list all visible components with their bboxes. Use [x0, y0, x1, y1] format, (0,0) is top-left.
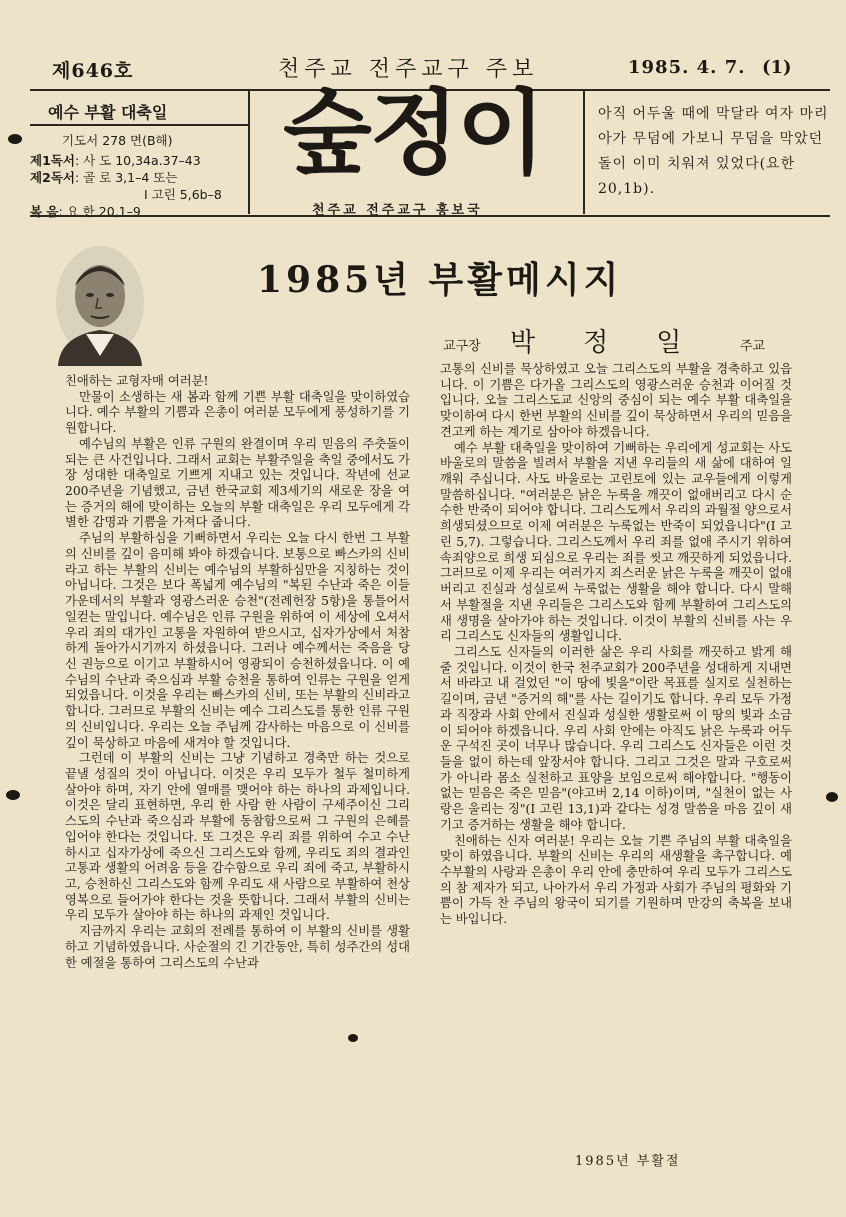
publisher-line: 천주교 전주교구 홍보국 [312, 203, 483, 218]
paragraph: 그런데 이 부활의 신비는 그냥 기념하고 경축만 하는 것으로 끝낼 성질의 것이 아닙니다. 이것은 우리 모두가 철두 철미하게 살아야 하며, 자기 안에 열매를 맺어야 하는 하나의 과제입니다. 이것은 달리 표현하면, 우리 한 사람 한 사람이 구세주이신 그리스도의 수난과 죽으심과 부활에 동참함으로써 그 구원의 은혜를 입어야 한다는 것입니다. 또 그것은 우리 죄를 위하여 수고 수난하시고 십자가상에 죽으신 그리스도와 함께, 우리도 죄의 결과인 고통과 생활의 어려움 등을 감수함으로 우리 죄에 죽고, 부활하시고, 승천하신 그리스도와 함께 우리도 새 사람으로 부활하여 천상 영복으로 들어가야 한다는 것을 뜻합니다. 그래서 부활의 신비는 우리 모두가 살아야 하는 하나의 과제인 것입니다. [65, 751, 410, 923]
paragraph: 주님의 부활하심을 기뻐하면서 우리는 오늘 다시 한번 그 부활의 신비를 깊이 음미해 봐야 하겠습니다. 보통으로 빠스카의 신비라고 하는 부활의 신비는 예수님의 부활하심만을 지칭하는 것이 아닙니다. 그것은 보다 폭넓게 예수님의 "복된 수난과 죽은 이들 가운데서의 부활과 영광스러운 승천"(전례헌장 5항)을 통틀어서 일컫는 말입니다. 예수님은 인류 구원을 위하여 이 세상에 오셔서 우리 죄의 대가인 고통을 자원하여 받으시고, 십자가상에서 처참하게 돌아가시기까지 하셨읍니다. 그러나 예수께서는 죽음을 당신 권능으로 이기고 부활하시어 영광되이 승천하셨읍니다. 이 예수님의 수난과 죽으심과 부활 승천을 통하여 인류는 구원을 얻게 되었읍니다. 이것을 우리는 빠스카의 신비, 또는 부활의 신비라고 합니다. 그러므로 부활의 신비는 예수 그리스도를 통한 인류 구원의 신비입니다. 우리는 오늘 주님께 감사하는 마음으로 이 신비를 깊이 묵상하고 마음에 새겨야 할 것입니다. [65, 531, 410, 750]
reading2-label: 제2독서 [30, 170, 75, 185]
paragraph: 그리스도 신자들의 이러한 삶은 우리 사회를 깨끗하고 밝게 해 줄 것입니다. 이것이 한국 천주교회가 200주년을 성대하게 지내면서 바라고 내 걸었던 "이 땅에 빛을"이란 목표를 실지로 실천하는 길이며, 금년 "증거의 해"를 사는 길이기도 합니다. 우리 모두 가정과 직장과 사회 안에서 진실과 성실한 생활로써 이 땅의 빛과 소금이 되어야 하겠읍니다. 우리 사회 안에는 아직도 낡은 누룩과 어두운 구석진 곳이 너무나 많습니다. 우리 그리스도 신자들은 이런 것들을 없이 하는데 앞장서야 합니다. 그리고 그것은 말과 구호로써가 아니라 몸소 실천하고 표양을 보임으로써 해야합니다. "행동이 없는 믿음은 죽은 믿음"(야고버 2,14 이하)이며, "실천이 없는 사랑은 울리는 징"(I 고린 13,1)과 같다는 성경 말씀을 마음 깊이 새기고 증거하는 생활을 해야 합니다. [440, 644, 792, 832]
reading2-text: : 골 로 3,1–4 또는 [74, 170, 178, 185]
header-bottom-rule [30, 215, 830, 217]
gospel-text: : 요 한 20,1–9 [58, 204, 141, 219]
gospel [30, 202, 141, 220]
paper-name: 천주교 전주교구 주보 [278, 57, 539, 82]
paragraph: 고통의 신비를 묵상하였고 오늘 그리스도의 부활을 경축하고 있읍니다. 이 기쁨은 다가올 그리스도의 영광스러운 승천과 이어질 것입니다. 오늘 그리스도교 신앙의 중심이 되는 예수 부활 대축일을 맞이하여 다시 한번 부활의 신비를 깊이 묵상하면서 우리의 믿음을 견고케 하는 계기로 삼아야 하겠읍니다. [440, 362, 792, 439]
paragraph: 만물이 소생하는 새 봄과 함께 기쁜 부활 대축일을 맞이하였습니다. 예수 부활의 기쁨과 은총이 여러분 모두에게 풍성하기를 기원합니다. [65, 389, 410, 436]
reading2 [30, 168, 177, 186]
divider-right [583, 91, 585, 214]
ink-blot [826, 792, 838, 802]
paragraph: 친애하는 교형자매 여러분! [65, 374, 209, 388]
reading1-label: 제1독서 [30, 153, 75, 168]
gospel-label: 복 음 [30, 204, 59, 219]
ink-blot [348, 1034, 358, 1042]
author-role: 교구장 [443, 339, 481, 354]
paragraph: 예수님의 부활은 인류 구원의 완결이며 우리 믿음의 주춧돌이 되는 큰 사건입니다. 그래서 교회는 부활주일을 축일 중에서도 가장 성대한 대축일로 기쁘게 지내고 있는 것입니다. 작년에 선교 200주년을 기념했고, 금년 한국교회 제3세기의 새로운 장을 여는 증거의 해에 맞이하는 오늘의 부활 대축일은 우리 모두에게 각별한 감명과 기쁨을 가져다 줍니다. [65, 436, 410, 530]
reading1 [30, 151, 201, 169]
article-column-1 [65, 374, 410, 971]
author-title: 주교 [740, 339, 766, 354]
issue-date: 1985. 4. 7. [628, 57, 746, 78]
bishop-portrait [50, 244, 150, 366]
article-headline: 1985년 부활메시지 [257, 259, 623, 301]
page-number: (1) [762, 57, 792, 78]
ink-blot [8, 134, 22, 144]
feast-title: 예수 부활 대축일 [48, 103, 168, 122]
scripture-quote: 아직 어두울 때에 막달라 여자 마리아가 무덤에 가보니 무덤을 막았던 돌이 이미 치워져 있었다(요한 20,1b). [598, 106, 829, 197]
paragraph: 친애하는 신자 여러분! 우리는 오늘 기쁜 주님의 부활 대축일을 맞이 하였읍니다. 부활의 신비는 우리의 새생활을 촉구합니다. 예수부활의 사랑과 은총이 우리 안에 충만하여 우리 모두가 그리스도의 참 제자가 되고, 나아가서 우리 가정과 사회가 주님의 평화와 기쁨이 가득 찬 주님의 왕국이 되기를 기원하며 만강의 축복을 보내는 바입니다. [440, 833, 792, 927]
reading2-alt: I 고린 5,6b–8 [144, 187, 222, 202]
paragraph: 지금까지 우리는 교회의 전례를 통하여 이 부활의 신비를 생활하고 기념하였읍니다. 사순절의 긴 기간동안, 특히 성주간의 성대한 예절을 통하여 그리스도의 수난과 [65, 924, 410, 970]
author-name: 박정일 [510, 328, 730, 358]
article-column-2 [440, 362, 792, 928]
issue-number: 제646호 [52, 60, 134, 82]
divider-left [248, 91, 250, 214]
prayer-book-ref: 기도서 278 면(B해) [62, 133, 173, 148]
paragraph: 예수 부활 대축일을 맞이하여 기뻐하는 우리에게 성교회는 사도 바울로의 말씀을 빌려서 부활을 지낸 우리들의 새 삶에 대하여 일깨워 주십니다. 사도 바울로는 고린토에 있는 교우들에게 이렇게 말씀하십니다. "여러분은 낡은 누룩을 깨끗이 없애버리고 다시 순수한 반죽이 되어야 합니다. 그리스도께서 우리의 과월절 양으로서 희생되셨으므로 이제 여러분은 누룩없는 반죽이 되었읍니다"(I 고린 5,7). 그렇습니다. 그리스도께서 우리 죄를 없애 주시기 위하여 속죄양으로 희생 되심으로 우리는 죄를 씻고 깨끗하게 되었읍니다. 그러므로 이제 우리는 여러가지 죄스러운 낡은 누룩을 깨끗이 없애버리고 진실과 성실로써 누룩없는 생활을 해야 합니다. 다시 말해서 부활절을 지낸 우리들은 그리스도와 함께 부활하여 그리스도의 새 생명을 살아가야 하는 것입니다. 이것이 부활의 신비를 사는 우리 그리스도 신자들의 생활입니다. [440, 440, 792, 644]
ink-blot [6, 790, 20, 800]
signature-date: 1985년 부활절 [575, 1154, 681, 1169]
masthead-logo: 숲정이 [283, 80, 544, 187]
reading1-text: : 사 도 10,34a.37–43 [74, 153, 201, 168]
feast-rule [30, 124, 248, 126]
